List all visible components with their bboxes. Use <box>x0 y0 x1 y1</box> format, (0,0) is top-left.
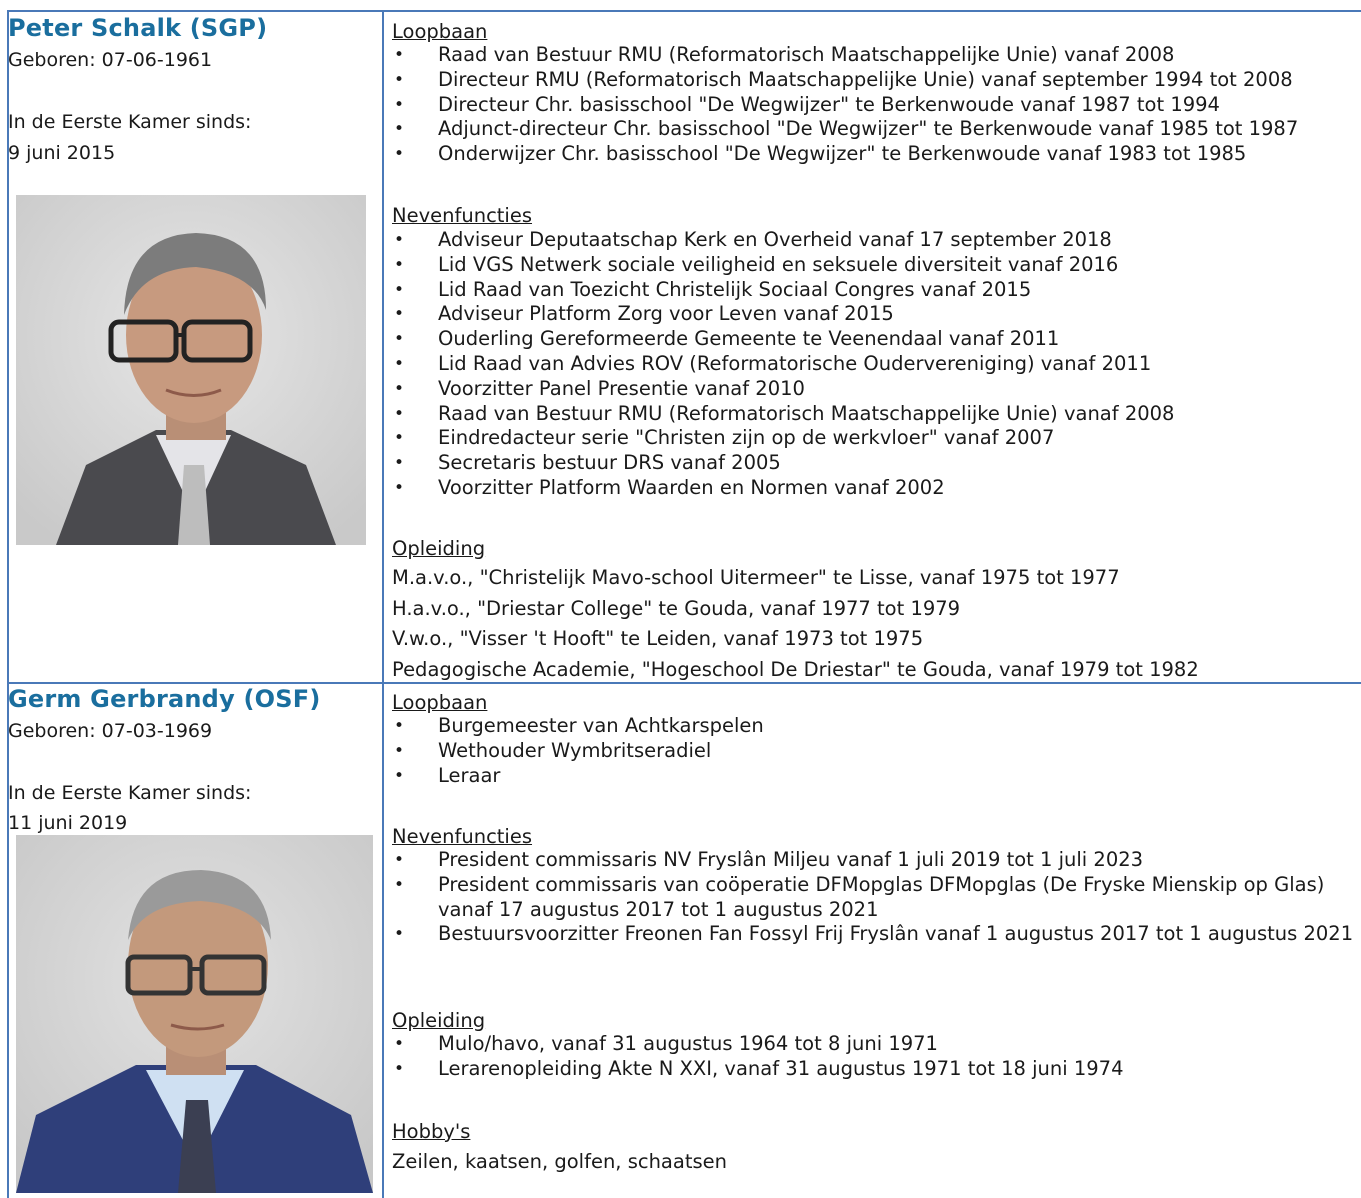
list-item: • Leraar <box>392 764 1354 789</box>
senate-since-date: 11 juni 2019 <box>8 812 128 834</box>
section-heading-hobbys: Hobby's <box>392 1120 471 1143</box>
portrait-photo <box>16 835 373 1193</box>
section-heading-nevenfuncties: Nevenfuncties <box>392 825 533 848</box>
list-item: • Raad van Bestuur RMU (Reformatorisch Maatschappelijke Unie) vanaf 2008 <box>392 402 1354 427</box>
loopbaan-list <box>392 714 1354 788</box>
list-item: • Lid VGS Netwerk sociale veiligheid en seksuele diversiteit vanaf 2016 <box>392 253 1354 278</box>
list-item: • Eindredacteur serie "Christen zijn op de werkvloer" vanaf 2007 <box>392 426 1354 451</box>
section-heading-loopbaan: Loopbaan <box>392 691 488 714</box>
person-name: Peter Schalk (SGP) <box>8 14 268 42</box>
loopbaan-list <box>392 43 1354 167</box>
opleiding-list <box>392 563 1199 685</box>
birth-date: Geboren: 07-06-1961 <box>8 49 213 71</box>
list-item: • Adjunct-directeur Chr. basisschool "De Wegwijzer" te Berkenwoude vanaf 1985 tot 1987 <box>392 117 1354 142</box>
list-item: • Adviseur Platform Zorg voor Leven vanaf 2015 <box>392 302 1354 327</box>
portrait-photo <box>16 195 366 545</box>
list-item: V.w.o., "Visser 't Hooft" te Leiden, vanaf 1973 tot 1975 <box>392 627 924 650</box>
list-item: • Bestuursvoorzitter Freonen Fan Fossyl Frij Fryslân vanaf 1 augustus 2017 tot 1 augustus 2021 <box>392 922 1354 947</box>
list-item: • Voorzitter Platform Waarden en Normen vanaf 2002 <box>392 476 1354 501</box>
nevenfuncties-list <box>392 848 1354 947</box>
list-item: • President commissaris van coöperatie DFMopglas DFMopglas (De Fryske Mienskip op Glas) vanaf 17 augustus 2017 tot 1 augustus 2021 <box>392 873 1354 923</box>
list-item: • Adviseur Deputaatschap Kerk en Overheid vanaf 17 september 2018 <box>392 228 1354 253</box>
birth-date: Geboren: 07-03-1969 <box>8 720 213 742</box>
senate-since-label: In de Eerste Kamer sinds: <box>8 111 252 133</box>
list-item: • Ouderling Gereformeerde Gemeente te Veenendaal vanaf 2011 <box>392 327 1354 352</box>
person-name: Germ Gerbrandy (OSF) <box>8 685 321 713</box>
list-item: • Mulo/havo, vanaf 31 augustus 1964 tot 8 juni 1971 <box>392 1032 1354 1057</box>
list-item: • Secretaris bestuur DRS vanaf 2005 <box>392 451 1354 476</box>
senate-since-label: In de Eerste Kamer sinds: <box>8 782 252 804</box>
list-item: • Lid Raad van Advies ROV (Reformatorische Oudervereniging) vanaf 2011 <box>392 352 1354 377</box>
section-heading-opleiding: Opleiding <box>392 1009 486 1032</box>
table-border-left <box>7 10 9 1198</box>
section-heading-nevenfuncties: Nevenfuncties <box>392 204 533 227</box>
list-item: • Directeur RMU (Reformatorisch Maatschappelijke Unie) vanaf september 1994 tot 2008 <box>392 68 1354 93</box>
hobbys-text: Zeilen, kaatsen, golfen, schaatsen <box>392 1150 727 1173</box>
table-border-middle <box>382 10 384 1198</box>
section-heading-opleiding: Opleiding <box>392 537 486 560</box>
list-item: M.a.v.o., "Christelijk Mavo-school Uitermeer" te Lisse, vanaf 1975 tot 1977 <box>392 566 1120 589</box>
opleiding-list <box>392 1032 1354 1082</box>
senate-since-date: 9 juni 2015 <box>8 142 116 164</box>
list-item: • Lid Raad van Toezicht Christelijk Sociaal Congres vanaf 2015 <box>392 278 1354 303</box>
list-item: • President commissaris NV Fryslân Miljeu vanaf 1 juli 2019 tot 1 juli 2023 <box>392 848 1354 873</box>
section-heading-loopbaan: Loopbaan <box>392 20 488 43</box>
list-item: • Burgemeester van Achtkarspelen <box>392 714 1354 739</box>
list-item: Pedagogische Academie, "Hogeschool De Driestar" te Gouda, vanaf 1979 tot 1982 <box>392 657 1199 681</box>
list-item: • Wethouder Wymbritseradiel <box>392 739 1354 764</box>
list-item: H.a.v.o., "Driestar College" te Gouda, vanaf 1977 tot 1979 <box>392 596 961 620</box>
list-item: • Raad van Bestuur RMU (Reformatorisch Maatschappelijke Unie) vanaf 2008 <box>392 43 1354 68</box>
list-item: • Onderwijzer Chr. basisschool "De Wegwijzer" te Berkenwoude vanaf 1983 tot 1985 <box>392 142 1354 167</box>
list-item: • Lerarenopleiding Akte N XXI, vanaf 31 augustus 1971 tot 18 juni 1974 <box>392 1057 1354 1082</box>
list-item: • Voorzitter Panel Presentie vanaf 2010 <box>392 377 1354 402</box>
nevenfuncties-list <box>392 228 1354 501</box>
list-item: • Directeur Chr. basisschool "De Wegwijzer" te Berkenwoude vanaf 1987 tot 1994 <box>392 93 1354 118</box>
